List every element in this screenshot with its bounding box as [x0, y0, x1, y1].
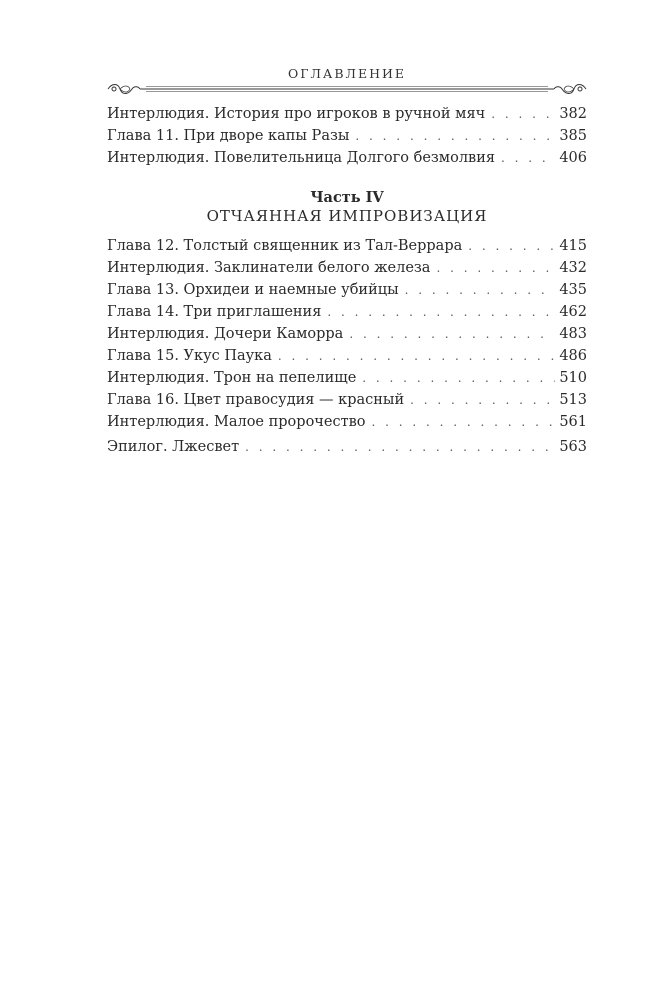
toc-entry-title: Глава 15. Укус Паука — [107, 348, 272, 364]
toc-entry-title: Интерлюдия. Малое пророчество — [107, 414, 366, 430]
toc-entry-page: 563 — [559, 439, 587, 455]
toc-entry-title: Глава 14. Три приглашения — [107, 304, 322, 320]
toc-entry-page: 385 — [559, 128, 587, 144]
toc-entry[interactable] — [107, 345, 587, 367]
toc-group-part — [107, 235, 587, 433]
toc-entry[interactable] — [107, 411, 587, 433]
toc-entry-page: 435 — [559, 282, 587, 298]
toc-entry-page: 510 — [559, 370, 587, 386]
dot-leader — [362, 367, 555, 389]
dot-leader — [501, 147, 555, 169]
toc-entry[interactable] — [107, 367, 587, 389]
running-head: ОГЛАВЛЕНИЕ — [287, 66, 407, 81]
dot-leader — [410, 389, 555, 411]
toc-entry[interactable] — [107, 257, 587, 279]
dot-leader — [372, 411, 556, 433]
toc-entry[interactable] — [107, 103, 587, 125]
dot-leader — [355, 125, 555, 147]
ornamental-rule — [106, 82, 588, 96]
toc-entry-title: Интерлюдия. Трон на пепелище — [107, 370, 357, 386]
dot-leader — [436, 257, 555, 279]
toc-entry-page: 382 — [559, 106, 587, 122]
toc-entry-title: Интерлюдия. Заклинатели белого железа — [107, 260, 431, 276]
toc-entry-title: Глава 11. При дворе капы Разы — [107, 128, 350, 144]
toc-entry[interactable] — [107, 279, 587, 301]
toc-entry-page: 415 — [559, 238, 587, 254]
dot-leader — [278, 345, 555, 367]
toc-entry-title: Интерлюдия. Дочери Каморра — [107, 326, 344, 342]
toc-entry-title: Глава 16. Цвет правосудия — красный — [107, 392, 405, 408]
dot-leader — [245, 436, 555, 458]
dot-leader — [468, 235, 555, 257]
toc-entry-title: Глава 13. Орхидеи и наемные убийцы — [107, 282, 399, 298]
toc-entry[interactable] — [107, 125, 587, 147]
toc-entry-page: 483 — [559, 326, 587, 342]
toc-entry-page: 462 — [559, 304, 587, 320]
toc-entry[interactable] — [107, 323, 587, 345]
dot-leader — [405, 279, 556, 301]
toc-entry-page: 561 — [559, 414, 587, 430]
toc-entry-page: 486 — [559, 348, 587, 364]
toc-entry[interactable] — [107, 436, 587, 458]
toc-group-after — [107, 436, 587, 458]
part-label: Часть IV — [310, 189, 384, 206]
toc-entry-title: Эпилог. Лжесвет — [107, 439, 240, 455]
toc-entry-page: 406 — [559, 150, 587, 166]
toc-entry[interactable] — [107, 301, 587, 323]
part-title: ОТЧАЯННАЯ ИМПРОВИЗАЦИЯ — [206, 207, 488, 225]
dot-leader — [491, 103, 555, 125]
toc-entry[interactable] — [107, 389, 587, 411]
dot-leader — [349, 323, 555, 345]
toc-group-before — [107, 103, 587, 169]
toc-entry-page: 432 — [559, 260, 587, 276]
toc-entry[interactable] — [107, 235, 587, 257]
dot-leader — [327, 301, 555, 323]
toc-entry-title: Глава 12. Толстый священник из Тал-Веррара — [107, 238, 463, 254]
toc-entry-title: Интерлюдия. История про игроков в ручной мяч — [107, 106, 486, 122]
toc-entry[interactable] — [107, 147, 587, 169]
toc-entry-title: Интерлюдия. Повелительница Долгого безмолвия — [107, 150, 496, 166]
toc-entry-page: 513 — [559, 392, 587, 408]
